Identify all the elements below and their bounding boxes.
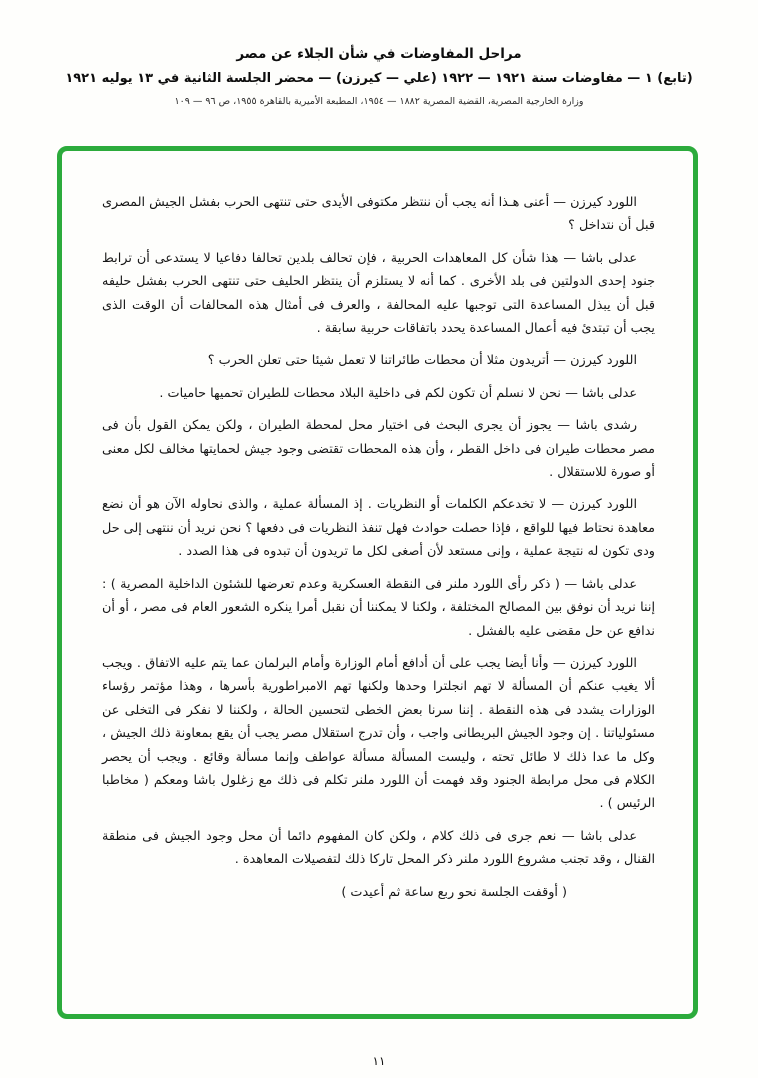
document-title: مراحل المفاوضات في شأن الجلاء عن مصر: [236, 46, 522, 62]
paragraph: عدلى باشا — نعم جرى فى ذلك كلام ، ولكن كان المفهوم دائما أن محل وجود الجيش فى منطقة القنال ، وقد تجنب مشروع اللورد ملنر ذكر المحل تاركا ذلك لتفصيلات المعاهدة .: [102, 828, 655, 868]
paragraph: عدلى باشا — هذا شأن كل المعاهدات الحربية ، فإن تحالف بلدين تحالفا دفاعيا لا يستدعى أن ترابط جنود إحدى الدولتين فى بلد الأخرى . كما أنه لا يستلزم أن ينتظر الحليف حتى تنتهى الحرب بفشل حليفه قبل أن يبذل المساعدة التى توجبها عليه المحالفة ، والعرف فى أمثال هذه المحالفات أن الوقت الذى يجب أن تبتدئ فيه أعمال المساعدة يحدد باتفاقات حربية سابقة .: [102, 250, 655, 337]
paragraph: عدلى باشا — ( ذكر رأى اللورد ملنر فى النقطة العسكرية وعدم تعرضها للشئون الداخلية المصرية ) : إننا نريد أن نوفق بين المصالح المختلفة ، ولكنا لا يمكننا أن نقبل أمرا ينكره الشعور العام فى مصر ، أو أن ندافع عن حل مقضى عليه بالفشل .: [102, 576, 655, 639]
page-header: [0, 46, 758, 107]
paragraph: اللورد كيرزن — وأنا أيضا يجب على أن أدافع أمام الوزارة وأمام البرلمان عما يتم عليه الاتفاق . ويجب ألا يغيب عنكم أن المسألة لا تهم انجلترا وحدها ولكنها تهم الامبراطورية بأسرها ، وهذا مؤتمر رؤساء الوزارات يشدد فى هذه النقطة . إننا سرنا بعض الخطى لتحسين الحالة ، ولكننا لا نفكر فى التخلى عن مسئولياتنا . إن وجود الجيش البريطانى واجب ، وأن تدرج استقلال مصر يجب أن يقع بمعاونة ذلك الجيش ، وكل ما عدا ذلك لا طائل تحته ، وليست المسألة مسألة عواطف وإنما مسألة وقائع . ويجب أن يحصر الكلام فى محل مرابطة الجنود وقد فهمت أن اللورد ملنر تكلم فى ذلك مع زغلول باشا ومعكم ( مخاطبا الرئيس ) .: [102, 655, 655, 812]
transcript-content: [62, 151, 693, 904]
document-subtitle: (تابع) ١ — مفاوضات سنة ١٩٢١ — ١٩٢٢ (علي — كيرزن) — محضر الجلسة الثانية في ١٣ يوليه ١٩٢١: [65, 71, 693, 86]
session-pause-note: ( أوقفت الجلسة نحو ربع ساعة ثم أعيدت ): [341, 884, 567, 900]
source-citation: وزارة الخارجية المصرية، القضية المصرية ١٨٨٢ — ١٩٥٤، المطبعة الأميرية بالقاهرة ١٩٥٥، ص ٩٦ — ١٠٩: [174, 96, 584, 107]
paragraph: عدلى باشا — نحن لا نسلم أن تكون لكم فى داخلية البلاد محطات للطيران تحميها حاميات .: [159, 385, 637, 401]
paragraph: اللورد كيرزن — لا تخدعكم الكلمات أو النظريات . إذ المسألة عملية ، والذى نحاوله الآن هو أن نضع معاهدة نحتاط فيها للواقع ، فإذا حصلت حوادث فهل تنفذ النظريات فى دفعها ؟ نحن نريد أن ننتهى إلى حل ودى تكون له نتيجة عملية ، وإنى مستعد لأن أصغى لكل ما تريدون أن تبدوه فى هذا الصدد .: [102, 497, 655, 560]
paragraph: اللورد كيرزن — أتريدون مثلا أن محطات طائراتنا لا تعمل شيئا حتى تعلن الحرب ؟: [207, 353, 637, 369]
paragraph: اللورد كيرزن — أعنى هـذا أنه يجب أن ننتظر مكتوفى الأيدى حتى تنتهى الحرب بفشل الجيش المصرى قبل أن نتداخل ؟: [102, 195, 655, 234]
green-frame: [57, 146, 698, 1019]
paragraph: رشدى باشا — يجوز أن يجرى البحث فى اختيار محل لمحطة الطيران ، ولكن يمكن القول بأن فى مصر محطات طيران فى داخل القطر ، وأن هذه المحطات تقتضى وجود جيش لحمايتها مخالف لكل معنى أو صورة للاستقلال .: [102, 418, 655, 481]
page-number: ١١: [372, 1054, 386, 1068]
